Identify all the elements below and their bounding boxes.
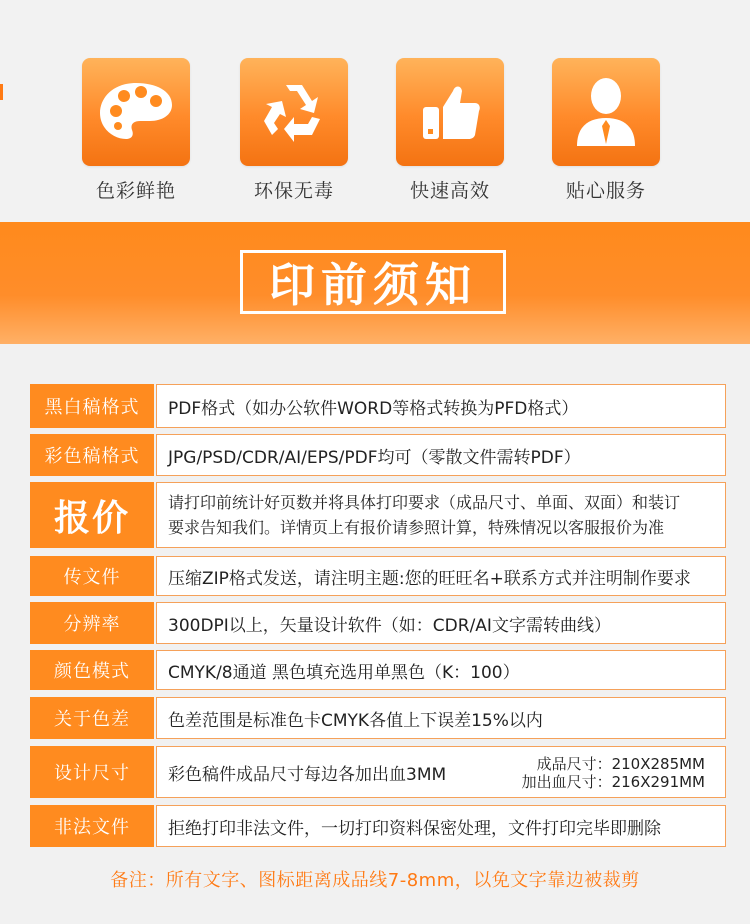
feature-eco	[240, 58, 348, 203]
finished-size: 成品尺寸：210X285MM	[536, 755, 705, 773]
feature-fast	[396, 58, 504, 203]
row-value: 300DPI以上，矢量设计软件（如：CDR/AI文字需转曲线）	[156, 602, 726, 644]
row-key: 设计尺寸	[30, 746, 154, 798]
table-row	[30, 746, 726, 798]
palette-icon	[82, 58, 190, 166]
left-edge-mark	[0, 84, 3, 100]
row-value-text: 彩色稿件成品尺寸每边各加出血3MM	[168, 764, 447, 785]
feature-label: 快速高效	[409, 180, 490, 202]
table-row	[30, 482, 726, 548]
row-key: 非法文件	[30, 805, 154, 847]
table-row	[30, 602, 726, 644]
row-value: PDF格式（如办公软件WORD等格式转换为PFD格式）	[156, 384, 726, 428]
table-row	[30, 650, 726, 690]
row-value	[156, 482, 726, 548]
service-person-icon	[552, 58, 660, 166]
row-value	[156, 746, 726, 798]
row-value-line: 要求告知我们。详情页上有报价请参照计算，特殊情况以客服报价为准	[168, 518, 665, 537]
row-value: 拒绝打印非法文件，一切打印资料保密处理，文件打印完毕即删除	[156, 805, 726, 847]
row-value: CMYK/8通道 黑色填充选用单黑色（K：100）	[156, 650, 726, 690]
size-spec	[522, 755, 705, 791]
row-key: 传文件	[30, 556, 154, 596]
row-key: 彩色稿格式	[30, 434, 154, 476]
thumbs-up-icon	[396, 58, 504, 166]
banner-title: 印前须知	[240, 250, 506, 314]
feature-label: 环保无毒	[253, 180, 334, 202]
row-value: 压缩ZIP格式发送，请注明主题:您的旺旺名+联系方式并注明制作要求	[156, 556, 726, 596]
feature-label: 贴心服务	[565, 180, 646, 202]
row-value-line: 请打印前统计好页数并将具体打印要求（成品尺寸、单面、双面）和装订	[168, 493, 681, 512]
feature-service	[552, 58, 660, 203]
feature-label: 色彩鲜艳	[95, 180, 176, 202]
row-value: 色差范围是标准色卡CMYK各值上下误差15%以内	[156, 697, 726, 739]
row-key: 黑白稿格式	[30, 384, 154, 428]
banner	[0, 222, 750, 344]
footer-note: 备注：所有文字、图标距离成品线7-8mm，以免文字靠边被裁剪	[110, 870, 640, 891]
table-row	[30, 434, 726, 476]
table-row	[30, 805, 726, 847]
row-key: 关于色差	[30, 697, 154, 739]
bleed-size: 加出血尺寸：216X291MM	[521, 773, 705, 791]
row-key: 分辨率	[30, 602, 154, 644]
features-section	[0, 0, 750, 222]
recycle-icon	[240, 58, 348, 166]
row-key: 颜色模式	[30, 650, 154, 690]
table-row	[30, 697, 726, 739]
row-key: 报价	[30, 482, 154, 548]
feature-colorful	[82, 58, 190, 203]
table-row	[30, 384, 726, 428]
row-value: JPG/PSD/CDR/AI/EPS/PDF均可（零散文件需转PDF）	[156, 434, 726, 476]
table-row	[30, 556, 726, 596]
